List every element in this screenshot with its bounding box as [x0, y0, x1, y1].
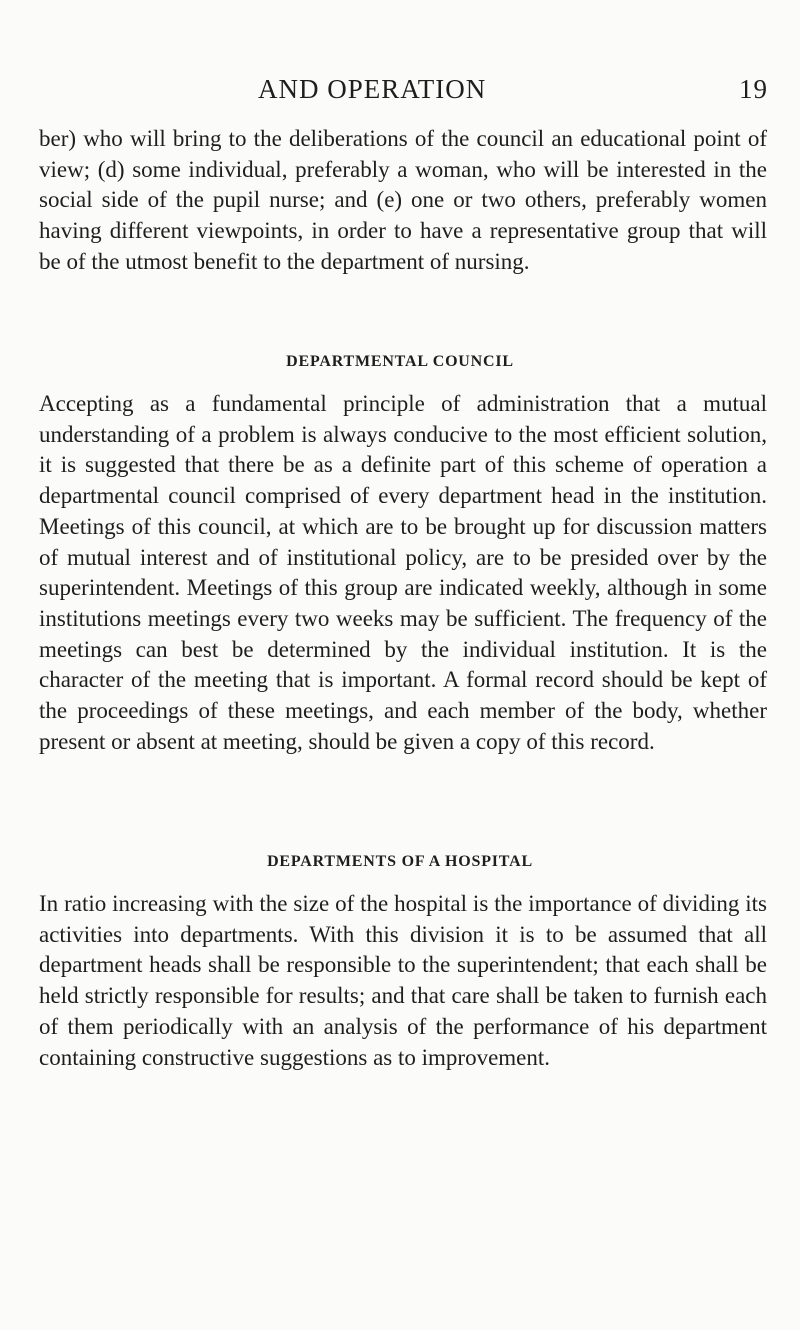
section-heading-departments-of-a-hospital: DEPARTMENTS OF A HOSPITAL — [267, 853, 533, 870]
section-heading-departmental-council: DEPARTMENTAL COUNCIL — [286, 353, 514, 370]
paragraph-departments-of-a-hospital: In ratio increasing with the size of the hospital is the importance of dividing its activities into departments. With this division it is to be assumed that all department heads shall be responsible to the superintendent; that each shall be held strictly responsible for results; and that care shall be taken to furnish each of them periodically with an analysis of the performance of his department containing constructive suggestions as to improvement. — [39, 891, 767, 1070]
paragraph-continuation: ber) who will bring to the deliberations of the council an educational point of view; (d) some individual, preferably a woman, who will be interested in the social side of the pupil nurse; and (e) one or two others, preferably women having different viewpoints, in order to have a representative group that will be of the utmost benefit to the department of nursing. — [39, 126, 767, 274]
page-number: 19 — [739, 74, 768, 104]
running-title: AND OPERATION — [258, 74, 487, 104]
running-head — [258, 74, 768, 114]
paragraph-departmental-council: Accepting as a fundamental principle of administration that a mutual understanding of a problem is always conducive to the most efficient solution, it is suggested that there be as a definite part of this scheme of operation a departmental council comprised of every department head in the institution. Meetings of this council, at which are to be brought up for discussion matters of mutual interest and of institutional policy, are to be presided over by the superintendent. Meetings of this group are indicated weekly, although in some institutions meetings every two weeks may be sufficient. The frequency of the meetings can best be determined by the individual institution. It is the character of the meeting that is important. A formal record should be kept of the proceedings of these meetings, and each member of the body, whether present or absent at meeting, should be given a copy of this record. — [39, 391, 767, 754]
